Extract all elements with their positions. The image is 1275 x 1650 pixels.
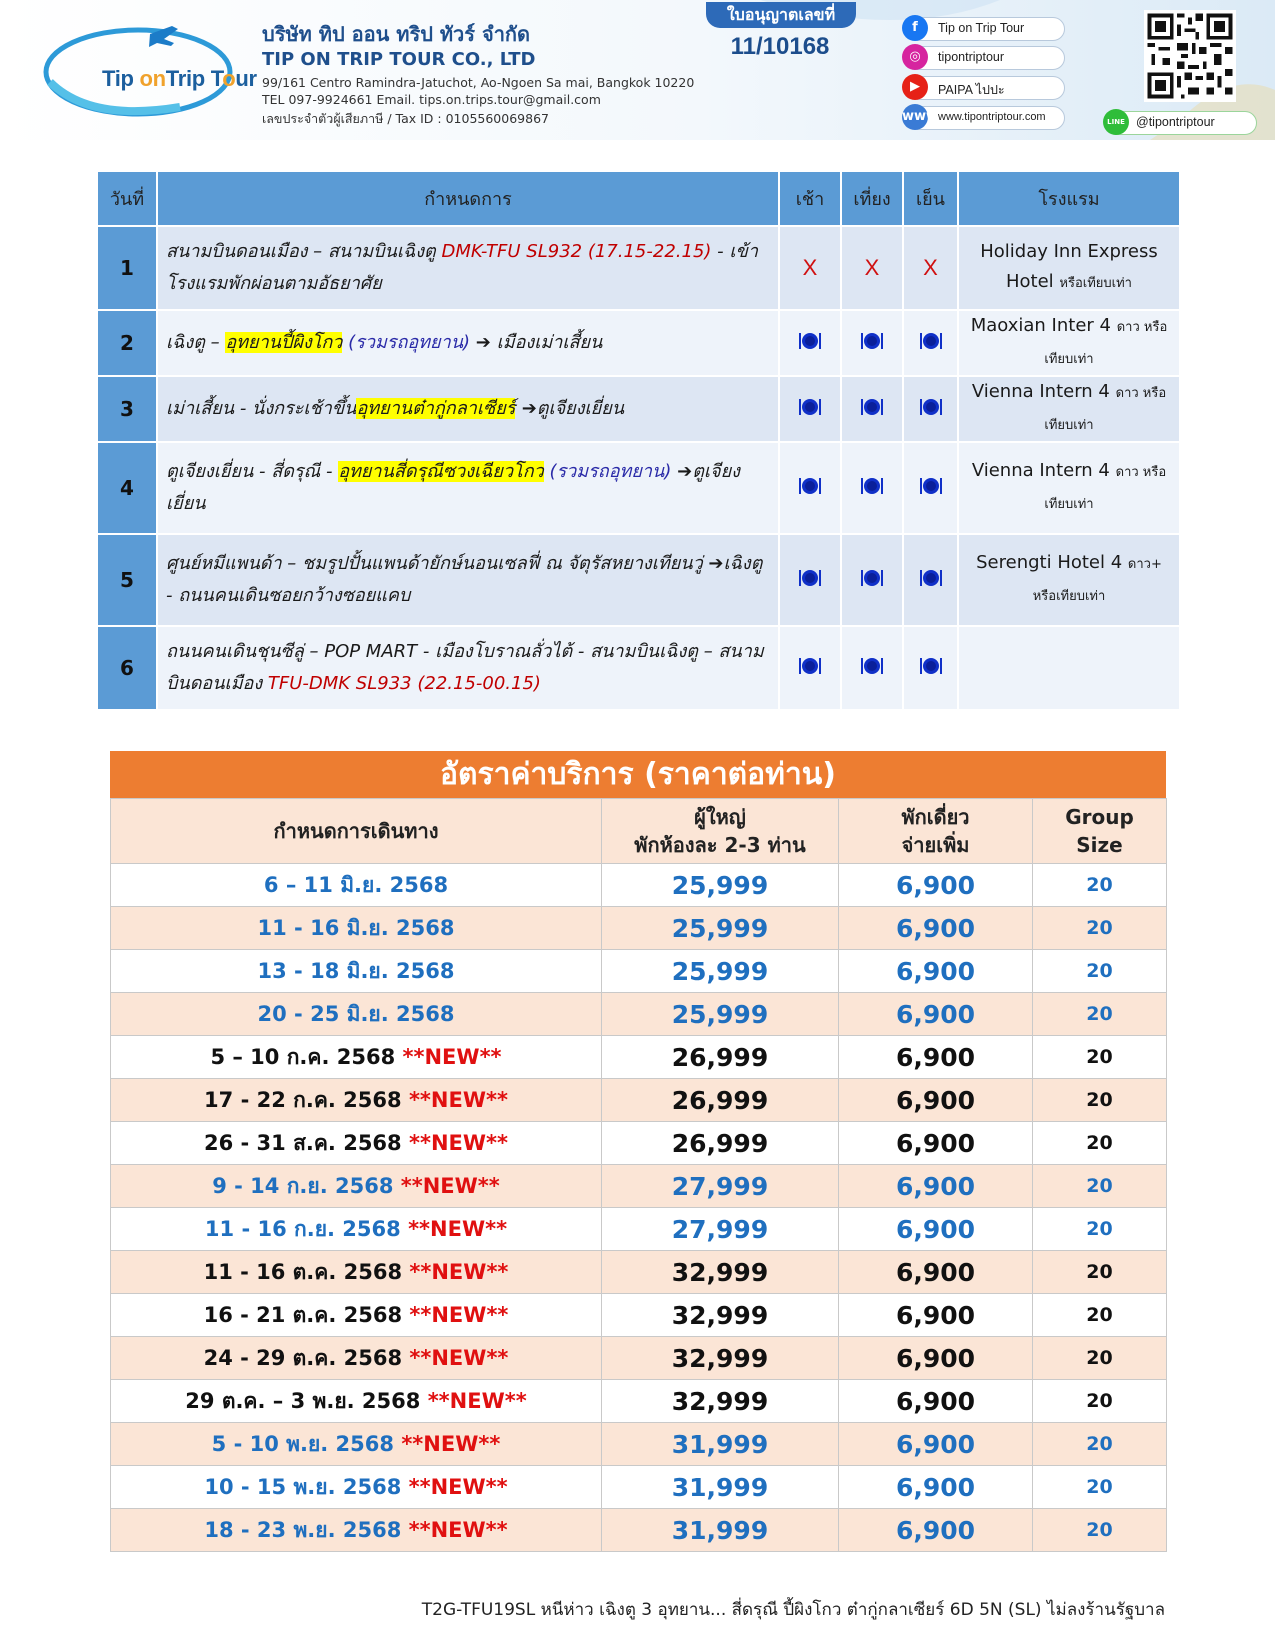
single-supplement: 6,900 — [839, 1079, 1033, 1122]
group-size: 20 — [1033, 1380, 1167, 1423]
day-number: 1 — [97, 226, 157, 310]
travel-date-text: 20 - 25 มิ.ย. 2568 — [257, 1001, 455, 1026]
program-text: เมืองเม่าเสี้ยน — [490, 332, 603, 353]
travel-date-text: 10 - 15 พ.ย. 2568 — [204, 1474, 409, 1499]
adult-price: 32,999 — [602, 1251, 839, 1294]
dining-plate-icon — [797, 475, 823, 497]
hotel-note: หรือเทียบเท่า — [1059, 276, 1132, 291]
breakfast-cell — [779, 534, 841, 626]
single-supplement: 6,900 — [839, 864, 1033, 907]
no-meal-mark: X — [864, 255, 880, 280]
line-app-icon: LINE — [1103, 109, 1129, 135]
itinerary-row — [97, 534, 1180, 626]
hotel-note: ดาว+ หรือเทียบเท่า — [1032, 557, 1162, 604]
group-size: 20 — [1033, 1466, 1167, 1509]
price-row — [111, 1509, 1167, 1552]
travel-date — [111, 1208, 602, 1251]
new-badge: **NEW** — [408, 1517, 508, 1542]
travel-date-text: 29 ต.ค. – 3 พ.ย. 2568 — [185, 1388, 428, 1413]
price-table — [110, 798, 1167, 1552]
group-size: 20 — [1033, 1036, 1167, 1079]
travel-date — [111, 1509, 602, 1552]
hotel-cell — [958, 442, 1180, 534]
single-supplement: 6,900 — [839, 1251, 1033, 1294]
adult-price: 25,999 — [602, 907, 839, 950]
price-row — [111, 907, 1167, 950]
program-text: ตูเจียงเยี่ยน — [166, 461, 740, 514]
no-meal-mark: X — [802, 255, 818, 280]
breakfast-cell — [779, 376, 841, 442]
dinner-cell — [903, 626, 958, 710]
header-single-supplement: พักเดี่ยว จ่ายเพิ่ม — [839, 799, 1033, 864]
travel-date — [111, 1466, 602, 1509]
travel-date-text: 26 - 31 ส.ค. 2568 — [203, 1130, 409, 1155]
adult-price: 25,999 — [602, 993, 839, 1036]
day-program — [157, 376, 779, 442]
single-supplement: 6,900 — [839, 1509, 1033, 1552]
day-number: 2 — [97, 310, 157, 376]
travel-date — [111, 1337, 602, 1380]
program-text: ตูเจียงเยี่ยน — [536, 398, 625, 419]
travel-date — [111, 1380, 602, 1423]
program-text: เฉิงตู – — [166, 332, 226, 353]
travel-date — [111, 1036, 602, 1079]
program-text: DMK-TFU SL932 (17.15-22.15) — [441, 241, 712, 262]
tour-code-footer: T2G-TFU19SL หนีห่าว เฉิงตู 3 อุทยาน... สี่ดรุณี ปี้ผิงโกว ต๋ากู่กลาเซียร์ 6D 5N (SL) ไม่ลงร้านรัฐบาล — [421, 1600, 1165, 1620]
header-group-size: Group Size — [1033, 799, 1167, 864]
travel-date-text: 11 - 16 ก.ย. 2568 — [204, 1216, 409, 1241]
single-supplement: 6,900 — [839, 907, 1033, 950]
travel-date — [111, 1122, 602, 1165]
new-badge: **NEW** — [402, 1044, 502, 1069]
highlighted-attraction: อุทยานปี้ผิงโกว — [225, 332, 343, 353]
header-lunch: เที่ยง — [841, 171, 903, 226]
dining-plate-icon — [918, 567, 944, 589]
dinner-cell — [903, 534, 958, 626]
dinner-cell — [903, 442, 958, 534]
dining-plate-icon — [797, 655, 823, 677]
dinner-cell — [903, 310, 958, 376]
price-row — [111, 1079, 1167, 1122]
travel-date — [111, 1165, 602, 1208]
program-text: เฉิงตู - ถนนคนเดินซอยกว้างซอยแคบ — [166, 553, 763, 606]
new-badge: **NEW** — [408, 1087, 508, 1112]
dining-plate-icon — [918, 655, 944, 677]
hotel-cell — [958, 626, 1180, 710]
group-size: 20 — [1033, 1294, 1167, 1337]
price-row — [111, 993, 1167, 1036]
program-text: - เข้าโรงแรมพักผ่อนตามอัธยาศัย — [166, 241, 758, 294]
travel-date-text: 13 - 18 มิ.ย. 2568 — [257, 958, 455, 983]
day-program — [157, 626, 779, 710]
hotel-name: Serengti Hotel 4 — [976, 552, 1123, 573]
price-row — [111, 1165, 1167, 1208]
hotel-name: Vienna Intern 4 — [971, 460, 1110, 481]
adult-price: 27,999 — [602, 1165, 839, 1208]
adult-price: 25,999 — [602, 864, 839, 907]
single-supplement: 6,900 — [839, 1337, 1033, 1380]
new-badge: **NEW** — [409, 1302, 509, 1327]
travel-date — [111, 993, 602, 1036]
travel-date — [111, 907, 602, 950]
new-badge: **NEW** — [427, 1388, 527, 1413]
company-name-thai: บริษัท ทิป ออน ทริป ทัวร์ จำกัด — [262, 22, 531, 46]
breakfast-cell — [779, 310, 841, 376]
adult-price: 26,999 — [602, 1079, 839, 1122]
group-size: 20 — [1033, 907, 1167, 950]
adult-price: 26,999 — [602, 1036, 839, 1079]
program-text: (รวมรถอุทยาน) — [342, 332, 476, 353]
price-row — [111, 1294, 1167, 1337]
header-day: วันที่ — [97, 171, 157, 226]
travel-date-text: 11 - 16 มิ.ย. 2568 — [257, 915, 455, 940]
dining-plate-icon — [859, 567, 885, 589]
single-supplement: 6,900 — [839, 1294, 1033, 1337]
price-row — [111, 1036, 1167, 1079]
new-badge: **NEW** — [408, 1216, 508, 1241]
program-text: ถนนคนเดินชุนซีลู่ – POP MART - เมืองโบราณลั่วไต้ - สนามบินเฉิงตู – สนามบินดอนเมือง — [166, 641, 764, 694]
social-website[interactable]: www www.tipontriptour.com — [905, 106, 1065, 130]
hotel-name: Vienna Intern 4 — [971, 381, 1110, 402]
breakfast-cell — [779, 226, 841, 310]
lunch-cell — [841, 310, 903, 376]
price-row — [111, 1122, 1167, 1165]
day-program — [157, 442, 779, 534]
hotel-cell — [958, 310, 1180, 376]
program-text: (รวมรถอุทยาน) — [543, 461, 678, 482]
hotel-name: Maoxian Inter 4 — [970, 315, 1111, 336]
program-text: เม่าเสี้ยน - นั่งกระเช้าขึ้น — [166, 398, 357, 419]
travel-date-text: 17 - 22 ก.ค. 2568 — [204, 1087, 409, 1112]
hotel-cell — [958, 534, 1180, 626]
dining-plate-icon — [918, 475, 944, 497]
price-row — [111, 1337, 1167, 1380]
adult-price: 32,999 — [602, 1337, 839, 1380]
day-number: 4 — [97, 442, 157, 534]
breakfast-cell — [779, 442, 841, 534]
adult-price: 31,999 — [602, 1423, 839, 1466]
line-contact[interactable]: LINE @tipontriptour — [1105, 111, 1257, 135]
group-size: 20 — [1033, 950, 1167, 993]
program-text: TFU-DMK SL933 (22.15-00.15) — [267, 673, 541, 694]
group-size: 20 — [1033, 1079, 1167, 1122]
lunch-cell — [841, 376, 903, 442]
single-supplement: 6,900 — [839, 1122, 1033, 1165]
program-text: สนามบินดอนเมือง – สนามบินเฉิงตู — [166, 241, 442, 262]
itinerary-row — [97, 310, 1180, 376]
day-program — [157, 534, 779, 626]
single-supplement: 6,900 — [839, 1423, 1033, 1466]
dinner-cell — [903, 226, 958, 310]
highlighted-attraction: อุทยานต๋ากู่กลาเซียร์ — [356, 398, 516, 419]
dining-plate-icon — [797, 330, 823, 352]
group-size: 20 — [1033, 1122, 1167, 1165]
company-logo — [30, 12, 257, 124]
single-supplement: 6,900 — [839, 950, 1033, 993]
group-size: 20 — [1033, 1337, 1167, 1380]
travel-date-text: 5 – 10 ก.ค. 2568 — [210, 1044, 403, 1069]
web-icon: www — [902, 104, 928, 130]
single-supplement: 6,900 — [839, 1036, 1033, 1079]
price-header-row — [111, 799, 1167, 864]
dining-plate-icon — [859, 330, 885, 352]
adult-price: 31,999 — [602, 1509, 839, 1552]
new-badge: **NEW** — [401, 1431, 501, 1456]
travel-date-text: 16 - 21 ต.ค. 2568 — [203, 1302, 410, 1327]
new-badge: **NEW** — [409, 1259, 509, 1284]
itinerary-header-row — [97, 171, 1180, 226]
dining-plate-icon — [859, 655, 885, 677]
dining-plate-icon — [859, 396, 885, 418]
itinerary-row — [97, 626, 1180, 710]
travel-date-text: 6 – 11 มิ.ย. 2568 — [263, 872, 449, 897]
group-size: 20 — [1033, 1165, 1167, 1208]
arrow-right-icon: ➔ — [708, 553, 724, 574]
header-adult: ผู้ใหญ่ พักห้องละ 2-3 ท่าน — [602, 799, 839, 864]
lunch-cell — [841, 226, 903, 310]
program-text: ศูนย์หมีแพนด้า – ชมรูปปั้นแพนด้ายักษ์นอนเซลฟี่ ณ จัตุรัสหยางเทียนวู่ — [166, 553, 709, 574]
travel-date — [111, 1079, 602, 1122]
price-row — [111, 1423, 1167, 1466]
highlighted-attraction: อุทยานสี่ดรุณีซวงเฉียวโกว — [338, 461, 544, 482]
day-number: 6 — [97, 626, 157, 710]
header-program: กำหนดการ — [157, 171, 779, 226]
travel-date-text: 18 - 23 พ.ย. 2568 — [204, 1517, 409, 1542]
travel-date — [111, 1251, 602, 1294]
new-badge: **NEW** — [409, 1345, 509, 1370]
qr-code[interactable] — [1144, 10, 1236, 102]
hotel-note: ดาว หรือเทียบเท่า — [1044, 320, 1168, 367]
hotel-note: ดาว หรือเทียบเท่า — [1044, 386, 1167, 433]
travel-date-text: 5 - 10 พ.ย. 2568 — [211, 1431, 402, 1456]
hotel-cell — [958, 376, 1180, 442]
arrow-right-icon: ➔ — [677, 461, 693, 482]
single-supplement: 6,900 — [839, 1165, 1033, 1208]
day-program — [157, 310, 779, 376]
travel-date-text: 11 - 16 ต.ค. 2568 — [203, 1259, 410, 1284]
dining-plate-icon — [797, 567, 823, 589]
day-number: 5 — [97, 534, 157, 626]
no-meal-mark: X — [923, 255, 938, 280]
single-supplement: 6,900 — [839, 1466, 1033, 1509]
youtube-icon: ▶ — [902, 74, 928, 100]
license-label: ใบอนุญาตเลขที่ — [706, 2, 856, 28]
lunch-cell — [841, 626, 903, 710]
price-row — [111, 1466, 1167, 1509]
adult-price: 27,999 — [602, 1208, 839, 1251]
program-text: ตูเจียงเยี่ยน - สี่ดรุณี - — [166, 461, 339, 482]
arrow-right-icon: ➔ — [475, 332, 491, 353]
group-size: 20 — [1033, 1208, 1167, 1251]
single-supplement: 6,900 — [839, 993, 1033, 1036]
travel-date-text: 24 - 29 ต.ค. 2568 — [203, 1345, 410, 1370]
adult-price: 31,999 — [602, 1466, 839, 1509]
license-number: 11/10168 — [730, 33, 830, 60]
group-size: 20 — [1033, 1509, 1167, 1552]
single-supplement: 6,900 — [839, 1380, 1033, 1423]
company-address: 99/161 Centro Ramindra-Jatuchot, Ao-Ngoen Sa mai, Bangkok 10220 — [262, 75, 695, 90]
header-dinner: เย็น — [903, 171, 958, 226]
instagram-icon: ◎ — [902, 44, 928, 70]
travel-date — [111, 864, 602, 907]
itinerary-row — [97, 442, 1180, 534]
adult-price: 32,999 — [602, 1294, 839, 1337]
new-badge: **NEW** — [400, 1173, 500, 1198]
group-size: 20 — [1033, 1251, 1167, 1294]
group-size: 20 — [1033, 1423, 1167, 1466]
travel-date — [111, 950, 602, 993]
dining-plate-icon — [918, 330, 944, 352]
dining-plate-icon — [797, 396, 823, 418]
company-tax-id: เลขประจำตัวผู้เสียภาษี / Tax ID : 0105560069867 — [262, 111, 549, 126]
group-size: 20 — [1033, 993, 1167, 1036]
company-contact: TEL 097-9924661 Email. tips.on.trips.tour@gmail.com — [262, 92, 601, 107]
arrow-right-icon: ➔ — [515, 398, 537, 419]
price-row — [111, 1208, 1167, 1251]
social-youtube[interactable]: ▶ PAIPA ไปปะ — [905, 76, 1065, 100]
adult-price: 26,999 — [602, 1122, 839, 1165]
day-program — [157, 226, 779, 310]
price-row — [111, 1380, 1167, 1423]
itinerary-table — [96, 170, 1181, 711]
itinerary-row — [97, 226, 1180, 310]
single-supplement: 6,900 — [839, 1208, 1033, 1251]
lunch-cell — [841, 534, 903, 626]
social-facebook[interactable]: f Tip on Trip Tour — [905, 17, 1065, 41]
dinner-cell — [903, 376, 958, 442]
header-breakfast: เช้า — [779, 171, 841, 226]
social-instagram[interactable]: ◎ tipontriptour — [905, 46, 1065, 70]
price-table-title: อัตราค่าบริการ (ราคาต่อท่าน) — [110, 751, 1166, 798]
adult-price: 25,999 — [602, 950, 839, 993]
travel-date — [111, 1423, 602, 1466]
header-hotel: โรงแรม — [958, 171, 1180, 226]
page-header — [0, 0, 1275, 140]
hotel-name: Holiday Inn Express Hotel — [980, 241, 1158, 292]
price-row — [111, 1251, 1167, 1294]
travel-date-text: 9 - 14 ก.ย. 2568 — [212, 1173, 401, 1198]
price-row — [111, 864, 1167, 907]
facebook-icon: f — [902, 15, 928, 41]
travel-date — [111, 1294, 602, 1337]
day-number: 3 — [97, 376, 157, 442]
new-badge: **NEW** — [408, 1130, 508, 1155]
dining-plate-icon — [859, 475, 885, 497]
group-size: 20 — [1033, 864, 1167, 907]
lunch-cell — [841, 442, 903, 534]
breakfast-cell — [779, 626, 841, 710]
adult-price: 32,999 — [602, 1380, 839, 1423]
hotel-cell — [958, 226, 1180, 310]
new-badge: **NEW** — [408, 1474, 508, 1499]
logo-wordmark: Tip onTrip Tour — [102, 66, 257, 91]
company-name-english: TIP ON TRIP TOUR CO., LTD — [262, 49, 536, 70]
header-schedule: กำหนดการเดินทาง — [111, 799, 602, 864]
dining-plate-icon — [918, 396, 944, 418]
itinerary-row — [97, 376, 1180, 442]
hotel-note: ดาว หรือเทียบเท่า — [1044, 465, 1167, 512]
price-row — [111, 950, 1167, 993]
